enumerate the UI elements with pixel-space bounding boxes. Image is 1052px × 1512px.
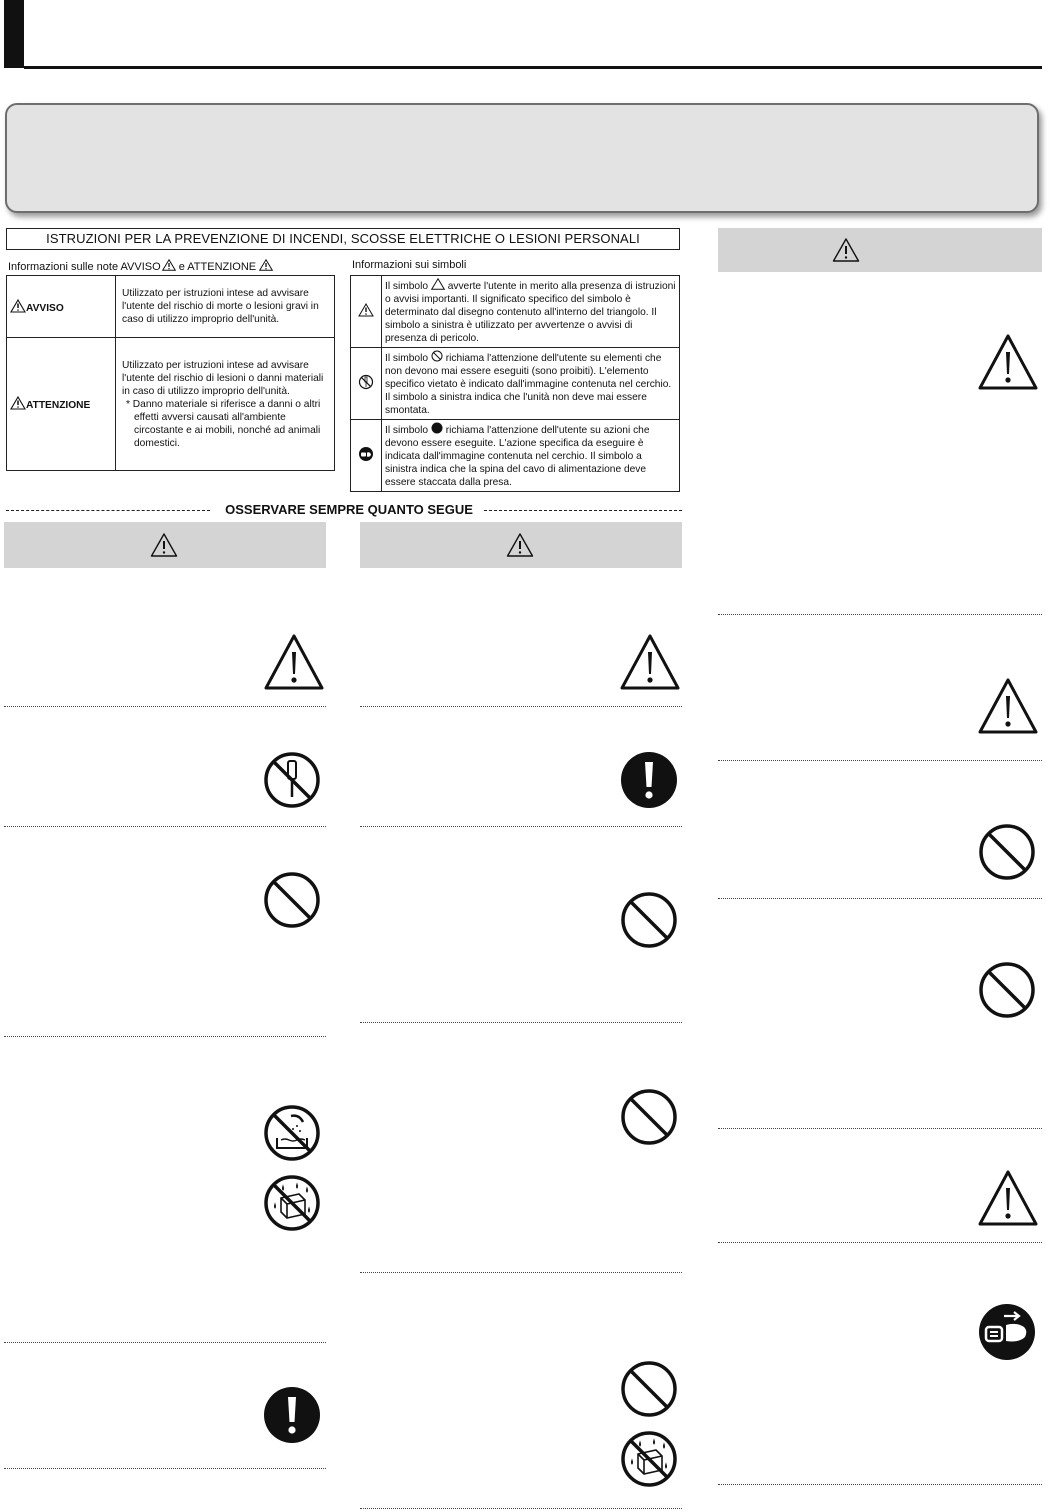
no-wet-icon [620, 1430, 678, 1488]
no-disassembly-icon [263, 751, 321, 809]
item-separator [360, 1508, 682, 1509]
corner-block [4, 0, 24, 68]
prohibited-icon [978, 823, 1036, 881]
prohibited-icon [620, 891, 678, 949]
dashed-rule [484, 510, 682, 511]
item-separator [4, 706, 326, 707]
unplug-icon [358, 446, 374, 462]
avviso-label: AVVISO [26, 302, 64, 314]
attenzione-footnote: * Danno materiale si riferisce a danni o altri effetti avversi causati all'ambiente circostante e ai mobili, nonché ad animali domestici. [126, 398, 321, 449]
item-separator [718, 1128, 1042, 1129]
notes-row-attenzione [7, 338, 335, 471]
no-wet-icon [263, 1174, 321, 1232]
warning-triangle-icon [259, 259, 273, 271]
symbols-row-warning: Il simbolo avverte l'utente in merito alla presenza di istruzioni o avvisi importanti. Il significato specifico del simbolo è determinato dal disegno contenuto all'interno del triangolo. Il simbolo a sinistra è utilizzato per avvertenze o avvisi di presenza di pericolo. [351, 276, 680, 348]
warning-triangle-icon [10, 396, 26, 410]
warning-triangle-icon [618, 632, 682, 692]
item-separator [718, 760, 1042, 761]
unplug-icon [978, 1303, 1036, 1361]
prohibited-icon [978, 961, 1036, 1019]
warning-triangle-icon [150, 532, 178, 558]
notes-row-avviso [7, 276, 335, 338]
no-disassembly-icon [358, 374, 374, 390]
warning-triangle-icon [976, 676, 1040, 736]
item-separator [718, 614, 1042, 615]
prohibited-icon [263, 871, 321, 929]
item-separator [4, 1036, 326, 1037]
title-banner [5, 103, 1039, 213]
mandatory-icon [620, 751, 678, 809]
warning-triangle-icon [10, 299, 26, 313]
fire-prevention-title: ISTRUZIONI PER LA PREVENZIONE DI INCENDI, SCOSSE ELETTRICHE O LESIONI PERSONALI [6, 228, 680, 250]
notes-table [6, 275, 335, 471]
warning-triangle-icon [262, 632, 326, 692]
symbols-row-prohibited: Il simbolo richiama l'attenzione dell'utente su elementi che non devono mai essere eseguiti (sono proibiti). L'elemento specifico vietato è indicato dall'immagine contenuta nel cerchio. Il simbolo a sinistra indica che l'unità non deve mai essere smontata. [351, 348, 680, 420]
prohibited-icon [620, 1360, 678, 1418]
warning-triangle-icon [976, 1168, 1040, 1228]
item-separator [360, 826, 682, 827]
mandatory-icon [263, 1386, 321, 1444]
page-top-rule [24, 66, 1042, 69]
warning-triangle-icon [832, 237, 860, 263]
no-water-icon [263, 1104, 321, 1162]
warning-triangle-icon [506, 532, 534, 558]
item-separator [360, 1022, 682, 1023]
attenzione-label: ATTENZIONE [26, 400, 91, 411]
dashed-rule [6, 510, 210, 511]
caution-section-header [718, 228, 1042, 272]
prohibited-icon [620, 1088, 678, 1146]
warning-section-header [4, 522, 326, 568]
warning-triangle-icon [431, 278, 445, 290]
item-separator [718, 898, 1042, 899]
item-separator [360, 706, 682, 707]
avviso-description: Utilizzato per istruzioni intese ad avvisare l'utente del rischio di morte o lesioni gravi in caso di utilizzo improprio dell'unità. [116, 276, 335, 338]
observe-separator [6, 502, 682, 518]
attenzione-description: Utilizzato per istruzioni intese ad avvisare l'utente del rischio di lesioni o danni materiali in caso di utilizzo improprio dell'unità. [122, 359, 324, 397]
observe-heading: OSSERVARE SEMPRE QUANTO SEGUE [225, 502, 473, 517]
prohibited-icon [431, 350, 443, 362]
item-separator [718, 1242, 1042, 1243]
symbols-row-mandatory: Il simbolo richiama l'attenzione dell'utente su azioni che devono essere eseguite. L'azione specifica da eseguire è indicata dall'immagine contenuta nel cerchio. Il simbolo a sinistra indica che la spina del cavo di alimentazione deve essere staccata dalla presa. [351, 420, 680, 492]
mandatory-icon [431, 422, 443, 434]
item-separator [4, 826, 326, 827]
item-separator [360, 1272, 682, 1273]
item-separator [4, 1468, 326, 1469]
warning-triangle-icon [162, 259, 176, 271]
item-separator [718, 1484, 1042, 1485]
notes-label: Informazioni sulle note AVVISO e ATTENZIONE [8, 259, 273, 274]
caution-section-header [360, 522, 682, 568]
symbols-label: Informazioni sui simboli [352, 259, 467, 271]
warning-triangle-icon [358, 303, 374, 317]
item-separator [4, 1342, 326, 1343]
warning-triangle-icon [976, 332, 1040, 392]
symbols-table [350, 275, 680, 492]
